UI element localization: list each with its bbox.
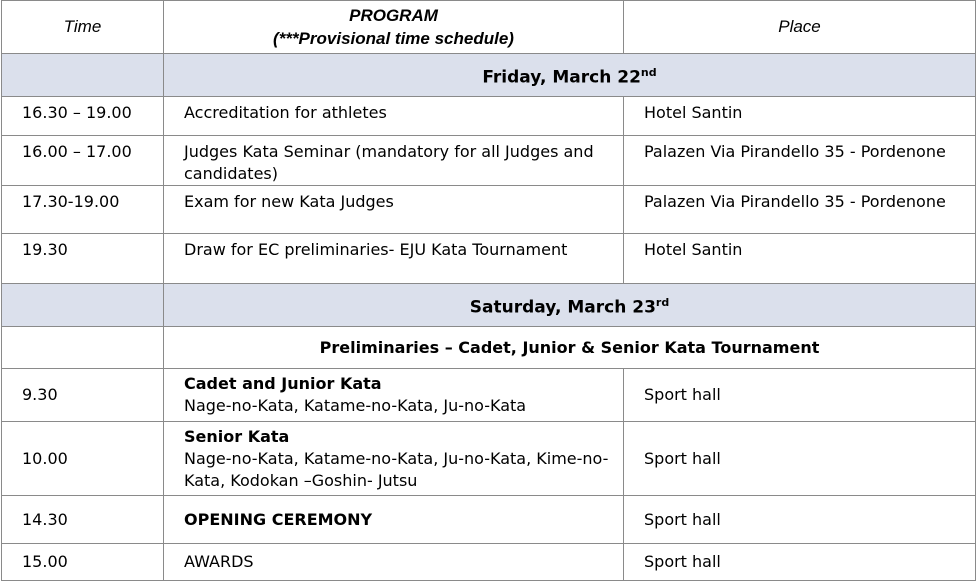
program-cell: AWARDS — [164, 544, 624, 581]
table-row — [2, 544, 976, 581]
program-cell: Judges Kata Seminar (mandatory for all Judges and candidates) — [164, 136, 624, 186]
time-cell: 10.00 — [2, 422, 164, 496]
header-row — [2, 1, 976, 54]
day-spacer — [2, 284, 164, 327]
place-cell: Palazen Via Pirandello 35 - Pordenone — [624, 136, 976, 186]
place-cell: Palazen Via Pirandello 35 - Pordenone — [624, 186, 976, 234]
place-header: Place — [624, 1, 976, 54]
time-cell: 14.30 — [2, 496, 164, 544]
place-cell: Sport hall — [624, 496, 976, 544]
table-row — [2, 369, 976, 422]
time-header: Time — [2, 1, 164, 54]
program-cell: Accreditation for athletes — [164, 97, 624, 136]
place-cell: Sport hall — [624, 544, 976, 581]
program-cell — [164, 496, 624, 544]
subtitle-row — [2, 327, 976, 369]
program-detail: Nage-no-Kata, Katame-no-Kata, Ju-no-Kata, Kime-no-Kata, Kodokan –Goshin- Jutsu — [184, 448, 609, 490]
place-cell: Sport hall — [624, 422, 976, 496]
schedule-table — [1, 0, 976, 581]
table-row — [2, 186, 976, 234]
subtitle-spacer — [2, 327, 164, 369]
program-cell: Exam for new Kata Judges — [164, 186, 624, 234]
time-cell: 17.30-19.00 — [2, 186, 164, 234]
section-subtitle: Preliminaries – Cadet, Junior & Senior Kata Tournament — [164, 327, 976, 369]
time-cell: 16.00 – 17.00 — [2, 136, 164, 186]
program-title: Cadet and Junior Kata — [184, 374, 382, 393]
program-cell — [164, 369, 624, 422]
program-header — [164, 1, 624, 54]
program-detail: Nage-no-Kata, Katame-no-Kata, Ju-no-Kata — [184, 396, 527, 415]
table-row — [2, 97, 976, 136]
table-row — [2, 422, 976, 496]
program-cell: Draw for EC preliminaries- EJU Kata Tournament — [164, 234, 624, 284]
day-row-friday — [2, 54, 976, 97]
time-cell: 19.30 — [2, 234, 164, 284]
program-title: PROGRAM — [349, 6, 438, 25]
time-cell: 16.30 – 19.00 — [2, 97, 164, 136]
program-title: OPENING CEREMONY — [184, 509, 373, 529]
place-cell: Hotel Santin — [624, 97, 976, 136]
table-row — [2, 496, 976, 544]
program-cell — [164, 422, 624, 496]
day-spacer — [2, 54, 164, 97]
program-subtitle: (***Provisional time schedule) — [273, 29, 514, 48]
time-cell: 15.00 — [2, 544, 164, 581]
time-cell: 9.30 — [2, 369, 164, 422]
day-title: Friday, March 22nd — [164, 54, 976, 97]
table-row — [2, 234, 976, 284]
day-title: Saturday, March 23rd — [164, 284, 976, 327]
program-title: Senior Kata — [184, 426, 290, 446]
table-row — [2, 136, 976, 186]
day-row-saturday — [2, 284, 976, 327]
place-cell: Sport hall — [624, 369, 976, 422]
place-cell: Hotel Santin — [624, 234, 976, 284]
